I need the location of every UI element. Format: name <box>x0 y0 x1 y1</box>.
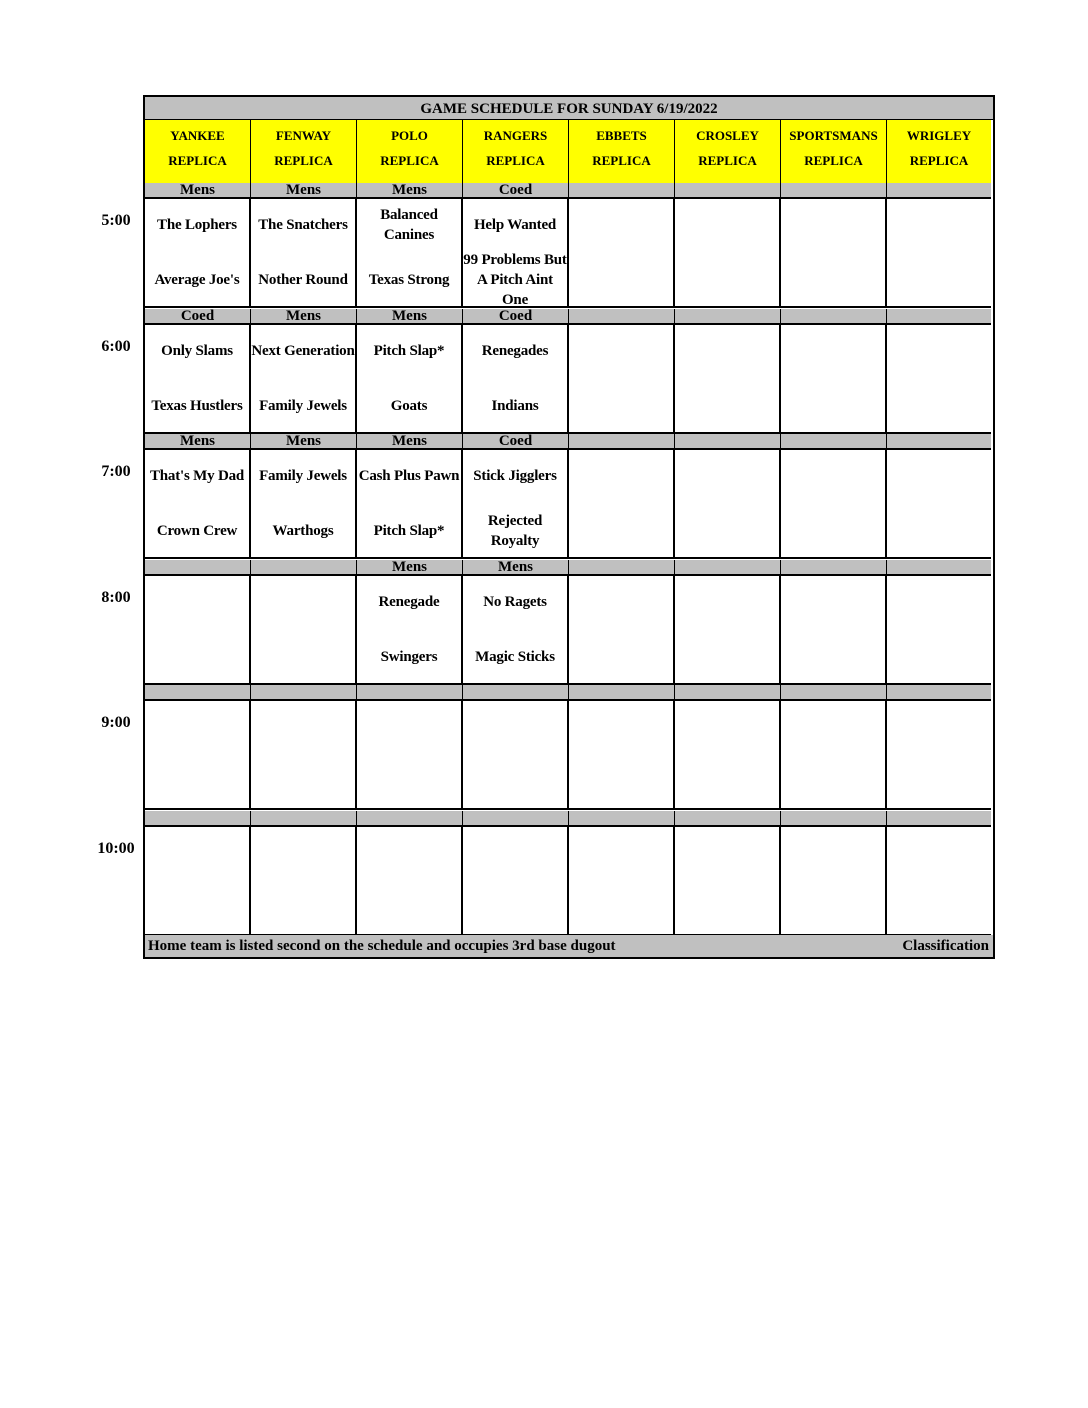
visitor-team <box>251 701 355 753</box>
field-header <box>675 120 781 183</box>
field-name: EBBETS <box>596 128 647 143</box>
home-team <box>781 380 885 432</box>
field-subtitle: REPLICA <box>168 153 227 168</box>
visitor-team <box>887 199 991 251</box>
visitor-team: Pitch Slap* <box>373 342 445 359</box>
visitor-team <box>569 199 673 251</box>
visitor-team: Only Slams <box>161 342 233 359</box>
visitor-team <box>887 827 991 879</box>
game-cell <box>781 827 887 936</box>
visitor-team: Cash Plus Pawn <box>358 468 460 484</box>
game-cell <box>675 701 781 810</box>
home-team: Goats <box>390 397 428 414</box>
home-team <box>675 882 779 934</box>
classification-cell: Mens <box>463 560 569 576</box>
game-cell <box>463 576 569 685</box>
visitor-team <box>569 827 673 879</box>
game-cell <box>569 199 675 308</box>
game-cell <box>357 325 463 434</box>
visitor-team <box>145 576 249 628</box>
game-cell <box>887 199 991 308</box>
home-team <box>675 254 779 306</box>
home-team <box>781 756 885 808</box>
classification-cell: Mens <box>357 560 463 576</box>
home-team <box>251 631 355 683</box>
visitor-team <box>145 701 249 753</box>
field-subtitle: REPLICA <box>380 153 439 168</box>
visitor-team <box>675 325 779 377</box>
time-label: 7:00 <box>101 463 131 480</box>
field-subtitle: REPLICA <box>486 153 545 168</box>
home-team <box>569 631 673 683</box>
home-team: Rejected Royalty <box>487 513 543 549</box>
visitor-team <box>251 576 355 628</box>
home-team <box>887 254 991 306</box>
classification-cell <box>781 309 887 325</box>
home-team <box>463 882 567 934</box>
visitor-team <box>781 450 885 502</box>
game-cell <box>675 325 781 434</box>
home-team: Texas Hustlers <box>151 397 243 414</box>
home-team <box>781 882 885 934</box>
home-team <box>569 254 673 306</box>
visitor-team <box>675 701 779 753</box>
game-cell <box>675 827 781 936</box>
classification-cell <box>675 560 781 576</box>
visitor-team <box>569 450 673 502</box>
home-team: 99 Problems But A Pitch Aint One <box>463 252 567 308</box>
classification-cell: Coed <box>145 309 251 325</box>
home-team <box>145 882 249 934</box>
field-header <box>569 120 675 183</box>
game-cell <box>251 450 357 559</box>
visitor-team <box>463 827 567 879</box>
home-team: Family Jewels <box>259 397 347 414</box>
classification-cell: Coed <box>463 434 569 450</box>
visitor-team <box>357 827 461 879</box>
classification-cell <box>569 309 675 325</box>
visitor-team <box>251 827 355 879</box>
home-team: Warthogs <box>272 523 334 539</box>
visitor-team <box>781 701 885 753</box>
visitor-team: Balanced Canines <box>380 207 438 243</box>
visitor-team: The Lophers <box>157 217 237 233</box>
home-team: Magic Sticks <box>475 648 555 665</box>
home-team <box>251 882 355 934</box>
classification-cell <box>357 811 463 827</box>
game-cell <box>675 199 781 308</box>
field-header <box>145 120 251 183</box>
schedule-title: GAME SCHEDULE FOR SUNDAY 6/19/2022 <box>145 97 993 120</box>
game-cell <box>569 701 675 810</box>
game-cell <box>887 701 991 810</box>
time-label: 10:00 <box>97 839 135 857</box>
home-team: Nother Round <box>258 272 348 288</box>
home-team <box>781 254 885 306</box>
game-cell <box>145 701 251 810</box>
home-team <box>145 756 249 808</box>
visitor-team <box>781 827 885 879</box>
game-cell <box>463 701 569 810</box>
field-header <box>463 120 569 183</box>
classification-cell: Mens <box>251 434 357 450</box>
game-cell <box>781 325 887 434</box>
home-team <box>887 505 991 557</box>
classification-cell <box>145 560 251 576</box>
footer-bar <box>145 935 993 957</box>
game-cell <box>569 576 675 685</box>
home-team <box>251 756 355 808</box>
visitor-team <box>569 701 673 753</box>
game-cell <box>357 450 463 559</box>
game-cell <box>887 450 991 559</box>
time-label: 8:00 <box>101 588 131 606</box>
classification-cell <box>675 811 781 827</box>
field-header <box>781 120 887 183</box>
time-label: 5:00 <box>101 212 131 229</box>
classification-cell: Mens <box>251 183 357 199</box>
home-team <box>781 631 885 683</box>
game-cell <box>887 576 991 685</box>
footer-note: Home team is listed second on the schedule and occupies 3rd base dugout <box>148 938 616 954</box>
classification-cell: Mens <box>251 309 357 325</box>
home-team <box>675 756 779 808</box>
visitor-team: Next Generation <box>251 342 355 359</box>
classification-cell <box>569 685 675 701</box>
field-name: SPORTSMANS <box>789 128 878 143</box>
game-cell <box>145 576 251 685</box>
home-team: Indians <box>491 397 539 414</box>
visitor-team <box>145 827 249 879</box>
visitor-team: Help Wanted <box>473 217 557 233</box>
game-cell <box>251 199 357 308</box>
schedule-table <box>143 95 995 959</box>
classification-cell: Coed <box>463 183 569 199</box>
classification-cell <box>145 811 251 827</box>
home-team: Pitch Slap* <box>373 523 445 539</box>
classification-cell <box>675 685 781 701</box>
field-name: RANGERS <box>483 128 548 143</box>
classification-cell <box>887 309 991 325</box>
visitor-team <box>463 701 567 753</box>
visitor-team <box>781 325 885 377</box>
game-cell <box>781 199 887 308</box>
visitor-team <box>569 325 673 377</box>
visitor-team: Renegades <box>481 342 549 359</box>
visitor-team <box>781 199 885 251</box>
classification-cell <box>569 811 675 827</box>
classification-cell: Mens <box>145 183 251 199</box>
classification-cell <box>887 811 991 827</box>
visitor-team <box>569 576 673 628</box>
field-header <box>887 120 991 183</box>
game-cell <box>251 701 357 810</box>
game-cell <box>145 827 251 936</box>
home-team <box>463 756 567 808</box>
home-team <box>887 756 991 808</box>
game-cell <box>887 325 991 434</box>
field-subtitle: REPLICA <box>698 153 757 168</box>
game-cell <box>145 325 251 434</box>
visitor-team: Family Jewels <box>259 468 347 484</box>
home-team: Texas Strong <box>368 272 450 288</box>
visitor-team <box>887 450 991 502</box>
home-team <box>781 505 885 557</box>
visitor-team <box>675 576 779 628</box>
game-cell <box>463 827 569 936</box>
visitor-team: No Ragets <box>483 593 547 610</box>
classification-cell: Mens <box>357 183 463 199</box>
game-cell <box>357 199 463 308</box>
game-cell <box>569 325 675 434</box>
classification-cell <box>887 183 991 199</box>
home-team <box>675 505 779 557</box>
visitor-team <box>887 576 991 628</box>
visitor-team <box>887 701 991 753</box>
home-team <box>887 380 991 432</box>
field-subtitle: REPLICA <box>592 153 651 168</box>
field-name: WRIGLEY <box>906 128 972 143</box>
time-label: 9:00 <box>101 714 131 731</box>
classification-cell <box>887 560 991 576</box>
visitor-team <box>357 701 461 753</box>
classification-cell <box>781 560 887 576</box>
classification-cell <box>781 183 887 199</box>
game-cell <box>251 576 357 685</box>
home-team <box>675 380 779 432</box>
game-cell <box>463 199 569 308</box>
classification-cell <box>887 434 991 450</box>
visitor-team <box>675 199 779 251</box>
home-team <box>569 882 673 934</box>
classification-cell <box>145 685 251 701</box>
home-team <box>887 631 991 683</box>
classification-cell <box>781 685 887 701</box>
game-cell <box>463 450 569 559</box>
visitor-team <box>675 450 779 502</box>
game-cell <box>569 827 675 936</box>
game-cell <box>569 450 675 559</box>
game-cell <box>781 576 887 685</box>
field-subtitle: REPLICA <box>804 153 863 168</box>
classification-cell <box>357 685 463 701</box>
classification-cell <box>781 811 887 827</box>
game-cell <box>251 325 357 434</box>
classification-cell <box>781 434 887 450</box>
classification-cell <box>463 685 569 701</box>
classification-cell <box>887 685 991 701</box>
home-team <box>145 631 249 683</box>
visitor-team <box>675 827 779 879</box>
classification-cell <box>569 434 675 450</box>
classification-cell: Coed <box>463 309 569 325</box>
game-cell <box>675 450 781 559</box>
classification-cell: Mens <box>357 434 463 450</box>
game-cell <box>357 827 463 936</box>
classification-cell: Mens <box>357 309 463 325</box>
field-name: YANKEE <box>170 128 225 143</box>
visitor-team <box>781 576 885 628</box>
home-team: Average Joe's <box>154 272 240 288</box>
home-team <box>357 882 461 934</box>
visitor-team: Renegade <box>378 593 440 610</box>
field-name: POLO <box>391 128 428 143</box>
game-cell <box>887 827 991 936</box>
visitor-team: The Snatchers <box>258 217 348 233</box>
home-team: Swingers <box>380 648 438 665</box>
home-team: Crown Crew <box>156 523 238 539</box>
footer-legend: Classification <box>902 938 989 954</box>
visitor-team: That's My Dad <box>149 468 245 484</box>
field-name: FENWAY <box>275 128 332 143</box>
field-header <box>357 120 463 183</box>
game-cell <box>145 450 251 559</box>
classification-cell <box>463 811 569 827</box>
field-subtitle: REPLICA <box>274 153 333 168</box>
home-team <box>357 756 461 808</box>
classification-cell <box>675 434 781 450</box>
home-team <box>569 505 673 557</box>
time-label: 6:00 <box>101 337 131 355</box>
field-name: CROSLEY <box>696 128 759 143</box>
game-cell <box>781 701 887 810</box>
home-team <box>675 631 779 683</box>
classification-cell <box>675 309 781 325</box>
classification-cell <box>251 811 357 827</box>
visitor-team: Stick Jigglers <box>473 468 557 484</box>
visitor-team <box>887 325 991 377</box>
game-cell <box>463 325 569 434</box>
field-header <box>251 120 357 183</box>
classification-cell <box>569 560 675 576</box>
field-subtitle: REPLICA <box>909 153 969 168</box>
classification-cell: Mens <box>145 434 251 450</box>
game-cell <box>357 701 463 810</box>
game-cell <box>781 450 887 559</box>
home-team <box>569 756 673 808</box>
classification-cell <box>569 183 675 199</box>
home-team <box>887 882 991 934</box>
home-team <box>569 380 673 432</box>
game-cell <box>357 576 463 685</box>
classification-cell <box>675 183 781 199</box>
classification-cell <box>251 560 357 576</box>
game-cell <box>675 576 781 685</box>
game-cell <box>251 827 357 936</box>
classification-cell <box>251 685 357 701</box>
game-cell <box>145 199 251 308</box>
